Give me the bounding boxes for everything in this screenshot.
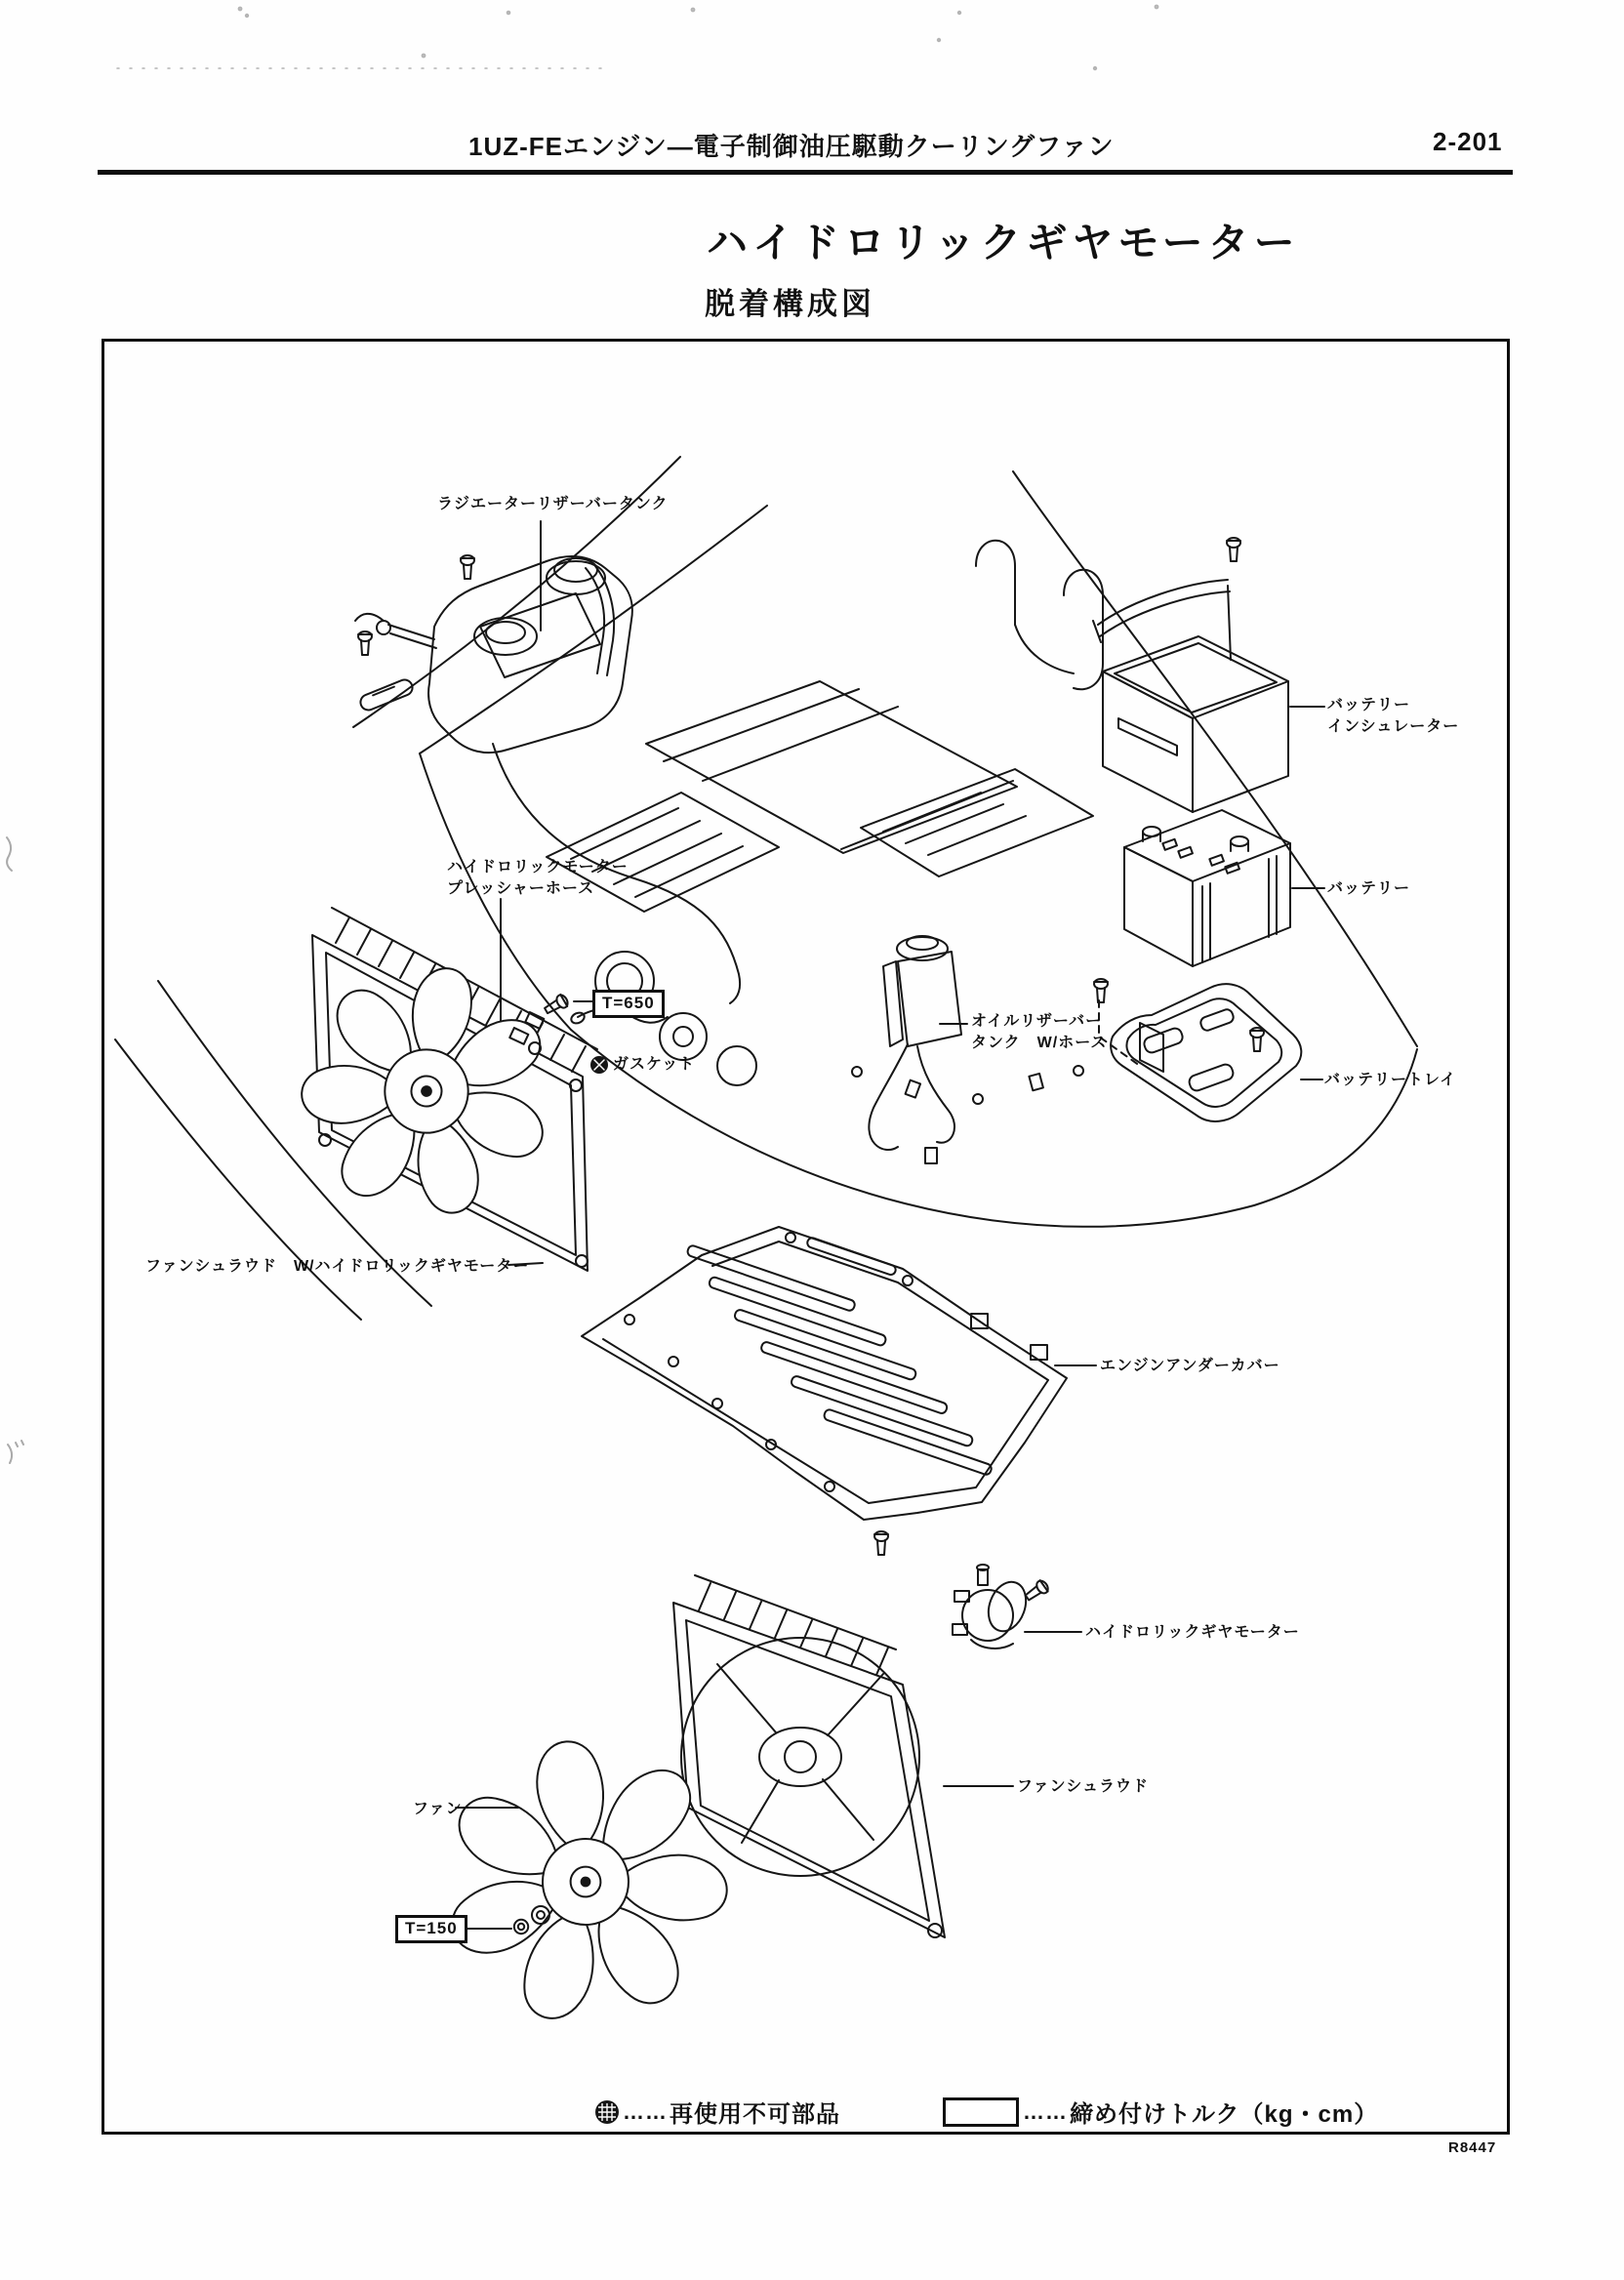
label-battery-insulator: バッテリー インシュレーター xyxy=(1327,697,1460,735)
battery-insulator-drawing xyxy=(1093,538,1288,812)
legend-non-reusable-text: 再使用不可部品 xyxy=(670,2101,840,2128)
battery-tray-drawing xyxy=(1094,979,1301,1121)
label-hydraulic-gear-motor: ハイドロリックギヤモーター xyxy=(1085,1624,1300,1641)
legend-dots: …… xyxy=(623,2098,668,2124)
legend-non-reusable xyxy=(593,2095,840,2129)
page-title: ハイドロリックギヤモーター xyxy=(707,220,1300,265)
legend-torque xyxy=(943,2095,1378,2129)
radiator-reserve-tank-drawing xyxy=(355,555,740,1003)
hydraulic-gear-motor-drawing xyxy=(953,1565,1050,1649)
scan-noise-marks xyxy=(7,6,1157,1463)
label-gasket: ガスケット xyxy=(613,1056,696,1073)
label-radiator-reserve-tank: ラジエーターリザーバータンク xyxy=(437,496,669,512)
upper-fan-shroud-drawing xyxy=(275,908,597,1271)
legend-torque-text: 締め付けトルク（kg・cm） xyxy=(1070,2101,1379,2128)
non-reusable-legend-icon xyxy=(593,2098,621,2126)
label-battery: バッテリー xyxy=(1327,880,1411,897)
label-hydraulic-motor-pressure-hose: ハイドロリックモーター プレッシャーホース xyxy=(447,859,629,897)
header-chapter-title: 1UZ-FEエンジン—電子制御油圧駆動クーリングファン xyxy=(468,132,1115,161)
lower-fan-drawing xyxy=(423,1722,750,2044)
label-engine-under-cover: エンジンアンダーカバー xyxy=(1100,1358,1280,1374)
label-battery-tray: バッテリートレイ xyxy=(1324,1072,1457,1088)
figure-code: R8447 xyxy=(1448,2139,1497,2156)
label-fan-shroud: ファンシュラウド xyxy=(1017,1778,1149,1795)
label-fan: ファン xyxy=(413,1801,463,1817)
label-fan-shroud-with-gear-motor: ファンシュラウド W/ハイドロリックギヤモーター xyxy=(145,1258,530,1275)
torque-box-icon xyxy=(943,2097,1019,2127)
non-reusable-part-icon xyxy=(591,1057,607,1073)
torque-tag-150: T=150 xyxy=(395,1915,467,1943)
oil-reserve-tank-drawing xyxy=(869,936,961,1163)
car-body-outline-drawing xyxy=(115,457,1417,1320)
torque-tag-650: T=650 xyxy=(592,990,665,1018)
label-oil-reserve-tank: オイルリザーバー タンク W/ホース xyxy=(971,1013,1108,1051)
engine-under-cover-drawing xyxy=(582,1227,1067,1555)
page-subtitle: 脱着構成図 xyxy=(705,287,875,321)
header-page-number: 2-201 xyxy=(1433,127,1503,156)
legend-dots: …… xyxy=(1023,2098,1068,2124)
battery-drawing xyxy=(1124,810,1290,966)
